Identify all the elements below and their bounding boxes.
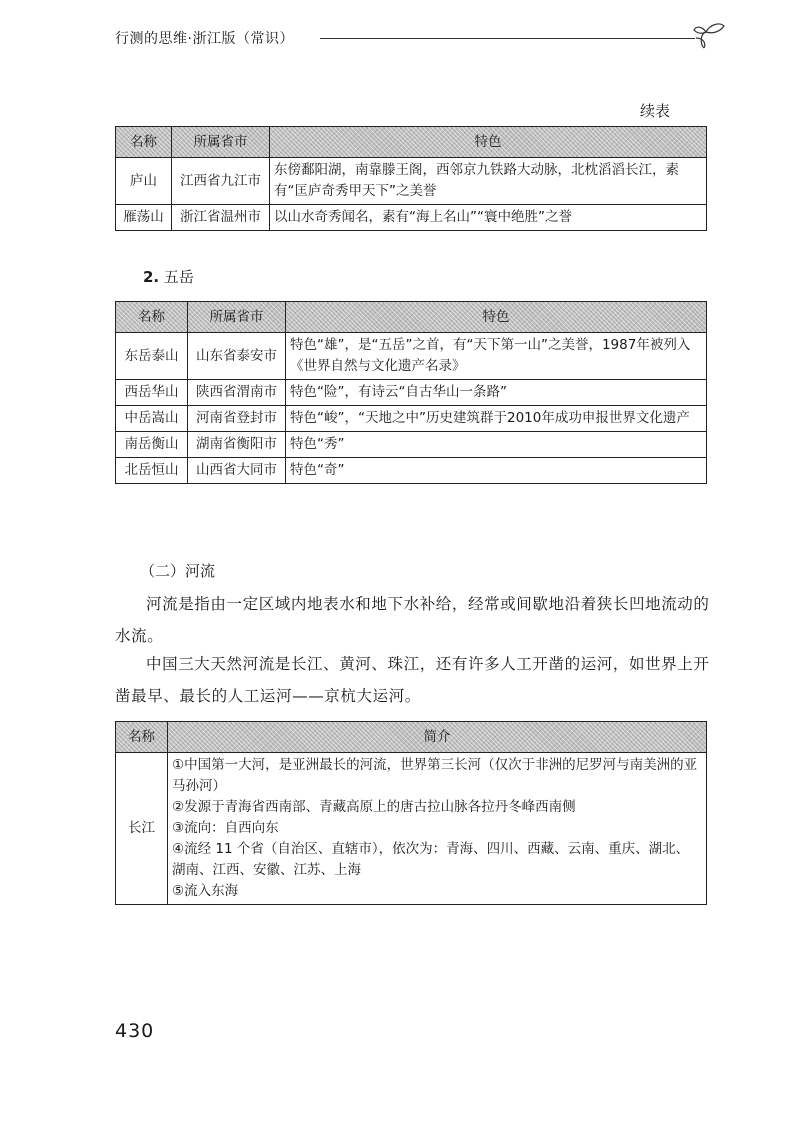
river-fact: ④流经 11 个省（自治区、直辖市），依次为：青海、四川、西藏、云南、重庆、湖北、湖南、江西、安徽、江苏、上海: [172, 841, 690, 878]
header-rule: [320, 38, 695, 39]
river-description: [168, 753, 707, 905]
mountain-location: 陕西省渭南市: [188, 380, 286, 406]
page-number: 430: [115, 1020, 155, 1042]
mountain-name: 南岳衡山: [116, 432, 188, 458]
table-header-row: [116, 127, 707, 158]
mountain-feature: 特色“雄”，是“五岳”之首，有“天下第一山”之美誉，1987年被列入《世界自然与文化遗产名录》: [286, 333, 707, 380]
mountain-location: 江西省九江市: [172, 158, 270, 205]
mountain-location: 山西省大同市: [188, 458, 286, 484]
section-title-text: 五岳: [163, 268, 194, 286]
mountain-name: 庐山: [116, 158, 172, 205]
running-header: [115, 22, 725, 52]
mountain-location: 浙江省温州市: [172, 205, 270, 231]
column-header: 名称: [116, 722, 168, 753]
mountains-table-continued: [115, 126, 707, 231]
column-header: 特色: [286, 302, 707, 333]
table-header-row: [116, 722, 707, 753]
mountain-feature: 特色“峻”，“天地之中”历史建筑群于2010年成功申报世界文化遗产: [286, 406, 707, 432]
mountain-location: 山东省泰安市: [188, 333, 286, 380]
column-header: 名称: [116, 302, 188, 333]
section-title-five-mountains: [143, 266, 194, 287]
table-row: [116, 158, 707, 205]
paragraph-three-rivers: 中国三大天然河流是长江、黄河、珠江，还有许多人工开凿的运河，如世界上开凿最早、最长的人工运河——京杭大运河。: [115, 655, 710, 705]
table-row: [116, 333, 707, 380]
river-name: 长江: [116, 753, 168, 905]
column-header: 所属省市: [188, 302, 286, 333]
mountain-name: 西岳华山: [116, 380, 188, 406]
column-header: 特色: [270, 127, 707, 158]
river-fact: ③流向：自西向东: [172, 820, 279, 836]
mountain-feature: 以山水奇秀闻名，素有“海上名山”“寰中绝胜”之誉: [270, 205, 707, 231]
section-number: 2.: [143, 268, 160, 286]
table-row: [116, 380, 707, 406]
table-row: [116, 432, 707, 458]
running-header-title: 行测的思维·浙江版（常识）: [115, 31, 294, 47]
column-header: 名称: [116, 127, 172, 158]
five-mountains-table: [115, 301, 707, 484]
mountain-feature: 特色“秀”: [286, 432, 707, 458]
mountain-name: 中岳嵩山: [116, 406, 188, 432]
mountain-feature: 东傍鄱阳湖，南靠滕王阁，西邻京九铁路大动脉，北枕滔滔长江，素有“匡庐奇秀甲天下”之美誉: [270, 158, 707, 205]
river-fact: ①中国第一大河，是亚洲最长的河流，世界第三长河（仅次于非洲的尼罗河与南美洲的亚马孙河）: [172, 757, 698, 794]
mountain-feature: 特色“险”，有诗云“自古华山一条路”: [286, 380, 707, 406]
table-header-row: [116, 302, 707, 333]
paragraph-river-definition: 河流是指由一定区域内地表水和地下水补给，经常或间歇地沿着狭长凹地流动的水流。: [115, 595, 710, 645]
table-row: [116, 458, 707, 484]
continued-table-label: 续表: [640, 102, 671, 120]
table-row: [116, 406, 707, 432]
mountain-name: 北岳恒山: [116, 458, 188, 484]
mountain-location: 湖南省衡阳市: [188, 432, 286, 458]
mountain-feature: 特色“奇”: [286, 458, 707, 484]
mountain-location: 河南省登封市: [188, 406, 286, 432]
subheading-rivers: （二）河流: [140, 562, 216, 580]
mountain-name: 东岳泰山: [116, 333, 188, 380]
mountain-name: 雁荡山: [116, 205, 172, 231]
table-row: [116, 753, 707, 905]
column-header: 简介: [168, 722, 707, 753]
river-fact: ②发源于青海省西南部、青藏高原上的唐古拉山脉各拉丹冬峰西南侧: [172, 799, 576, 815]
river-fact: ⑤流入东海: [172, 883, 239, 899]
sprout-icon: [690, 14, 730, 52]
table-row: [116, 205, 707, 231]
rivers-table: [115, 721, 707, 905]
column-header: 所属省市: [172, 127, 270, 158]
